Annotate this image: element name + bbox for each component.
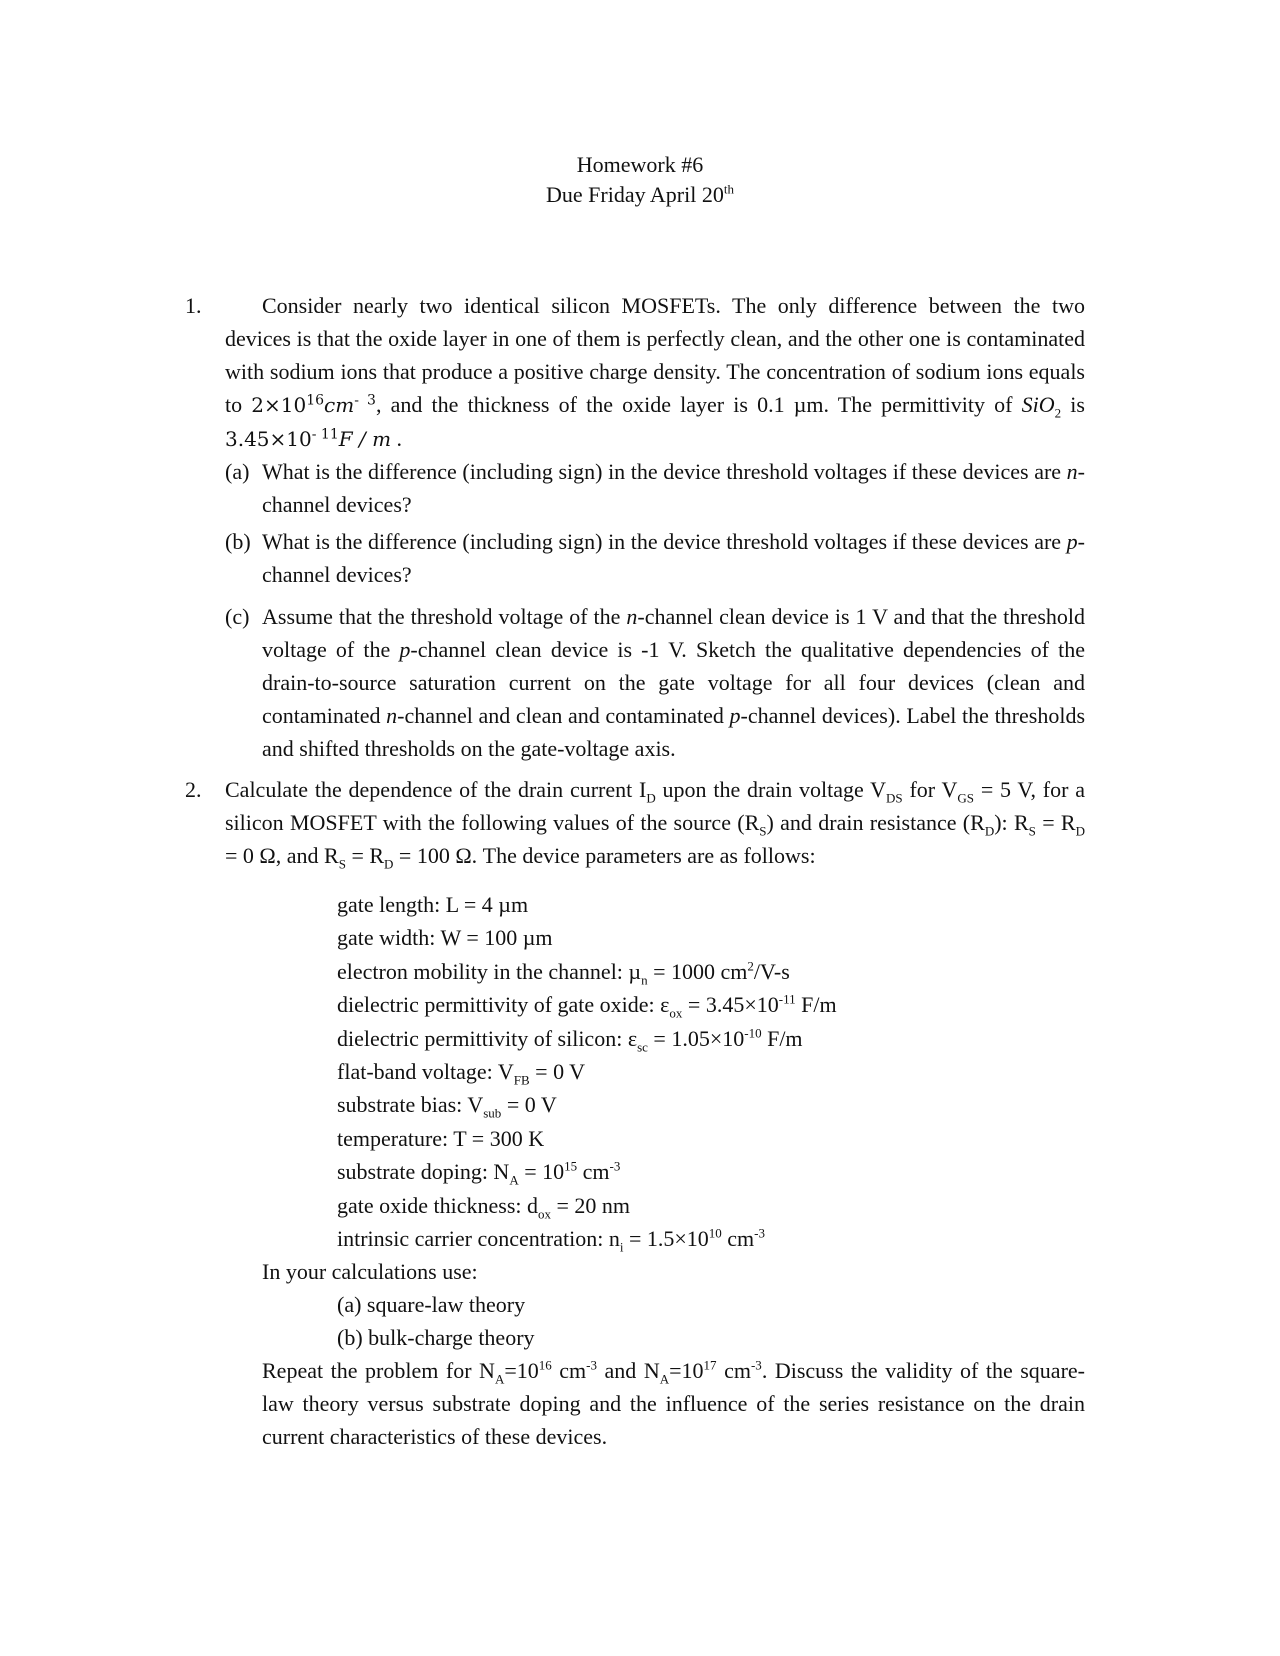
question-2-number: 2.	[185, 777, 202, 802]
calculations-label: In your calculations use:	[262, 1259, 478, 1284]
page-title: Homework #6	[576, 152, 704, 177]
item-text: Assume that the threshold voltage of the n-channel clean device is 1 V and that the threshold voltage of the p-channel clean device is -1 V. Sketch the qualitative dependencies of the drain-to-source saturation current on the gate voltage for all four devices (clean and contaminated n-channel and clean and contaminated p-channel devices). Label the thresholds and shifted thresholds on the gate-voltage axis.	[262, 604, 1086, 761]
item-label: (b)	[225, 529, 251, 554]
question-1a	[225, 455, 1085, 521]
param-temperature: temperature: T = 300 K	[337, 1125, 545, 1151]
item-label: (a)	[225, 459, 250, 484]
method-b: (b) bulk-charge theory	[337, 1325, 535, 1350]
param-gate-width: gate width: W = 100 µm	[337, 925, 553, 951]
param-substrate-doping: substrate doping: $N_A = 10^{15}$ $cm^{-3}$	[337, 1158, 621, 1188]
param-mobility: electron mobility in the channel: µ$_n$ = 1000 $cm^2/V-s$	[337, 958, 790, 988]
item-text: What is the difference (including sign) in the device threshold voltages if these devices are p-channel devices?	[262, 529, 1085, 587]
due-date: Due Friday April 20th	[546, 181, 734, 207]
param-oxide-permittivity: dielectric permittivity of gate oxide: $\varepsilon_{ox} = 3.45\times 10^{-11}$ F/m	[337, 991, 837, 1021]
header	[0, 150, 1280, 210]
param-silicon-permittivity: dielectric permittivity of silicon: $\varepsilon_{sc} = 1.05\times 10^{-10}$ F/m	[337, 1025, 803, 1055]
param-intrinsic-concentration: intrinsic carrier concentration: $n_i = 1.5\times 10^{10}$ $cm^{-3}$	[337, 1225, 766, 1255]
question-1-number: 1.	[185, 293, 202, 318]
item-text: What is the difference (including sign) in the device threshold voltages if these devices are n-channel devices?	[262, 459, 1085, 517]
param-flat-band-voltage: flat-band voltage: $V_{FB} = 0$ V	[337, 1059, 586, 1088]
device-parameters	[337, 888, 837, 1255]
question-1c	[225, 600, 1085, 765]
question-1-text: Consider nearly two identical silicon MOSFETs. The only difference between the two devices is that the oxide layer in one of them is perfectly clean, and the other one is contaminated with sodium ions that produce a positive charge density. The concentration of sodium ions equals to $2\times 10^{16}cm^{- 3}$, and the thickness of the oxide layer is 0.1 µm. The permittivity of SiO$_2$ is $3.45\times 10^{- 11}F / m$ .	[225, 293, 1085, 451]
param-gate-length: gate length: L = 4 µm	[337, 892, 529, 917]
question-2-text: Calculate the dependence of the drain current $I_D$ upon the drain voltage $V_{DS}$ for $V_{GS} = 5$ V, for a silicon MOSFET with the following values of the source $(R_S)$ and drain resistance $(R_D)$: $R_S = R_D = 0$ Ω, and $R_S = R_D = 100$ Ω. The device parameters are as follows:	[225, 777, 1085, 872]
param-substrate-bias: substrate bias: $V_{sub} = 0$ V	[337, 1092, 557, 1121]
param-oxide-thickness: gate oxide thickness: $d_{ox} = 20$ nm	[337, 1192, 631, 1222]
method-a: (a) square-law theory	[337, 1292, 526, 1317]
question-1b	[225, 525, 1085, 591]
repeat-problem-text: Repeat the problem for $N_A=10^{16}$ $cm^{-3}$ and $N_A=10^{17}$ $cm^{-3}$. Discuss the validity of the square-law theory versus substrate doping and the influence of the series resistance on the drain current characteristics of these devices.	[262, 1357, 1085, 1449]
item-label: (c)	[225, 604, 250, 629]
